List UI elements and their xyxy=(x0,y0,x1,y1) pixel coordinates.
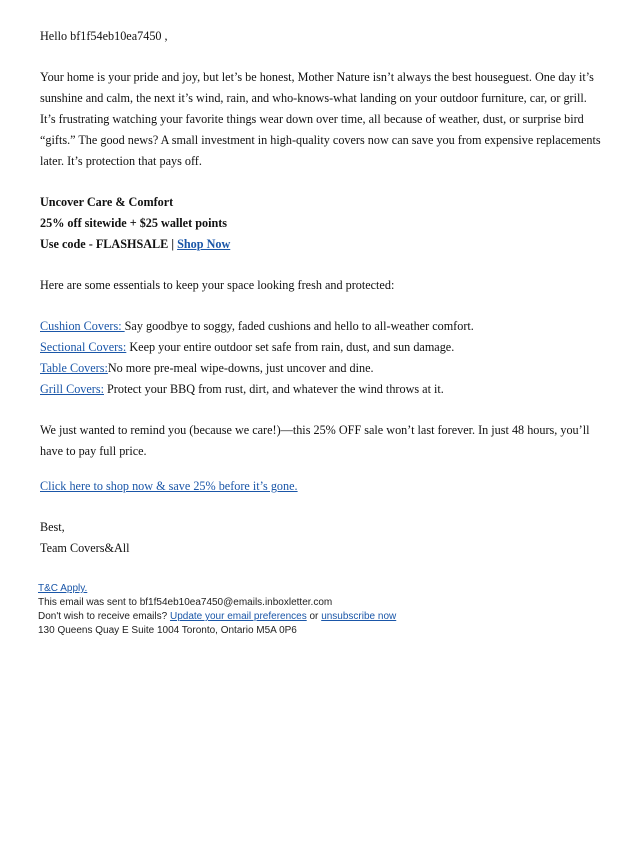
cushion-covers-link[interactable]: Cushion Covers: xyxy=(40,319,125,333)
signoff-closing: Best, xyxy=(40,520,65,534)
sectional-covers-link[interactable]: Sectional Covers: xyxy=(40,340,127,354)
reminder-paragraph: We just wanted to remind you (because we care!)—this 25% OFF sale won’t last forever. In just 48 hours, you’ll have to pay full price. xyxy=(40,423,590,458)
list-item-text: Say goodbye to soggy, faded cushions and hello to all-weather comfort. xyxy=(124,319,474,333)
intro-paragraph: Your home is your pride and joy, but let’s be honest, Mother Nature isn’t always the best houseguest. One day it’s sunshine and calm, the next it’s wind, rain, and who-knows-what landing on your outdoor furniture, car, or grill. It’s frustrating watching your favorite things wear down over time, all because of weather, dust, or surprise bird “gifts.” The good news? A small investment in high-quality covers now can save you from expensive replacements later. It’s protection that pays off. xyxy=(40,70,601,168)
list-item-text: Keep your entire outdoor set safe from rain, dust, and sun damage. xyxy=(126,340,455,354)
list-item-text: Protect your BBQ from rust, dirt, and whatever the wind throws at it. xyxy=(103,382,444,396)
email-body xyxy=(40,26,602,559)
table-covers-link[interactable]: Table Covers: xyxy=(40,361,108,375)
promo-block xyxy=(40,192,602,255)
email-footer xyxy=(38,582,608,638)
list-item xyxy=(40,316,602,337)
list-item xyxy=(40,358,602,379)
grill-covers-link[interactable]: Grill Covers: xyxy=(40,382,104,396)
sent-to-text: This email was sent to bf1f54eb10ea7450@emails.inboxletter.com xyxy=(38,597,333,608)
list-item-text: No more pre-meal wipe-downs, just uncover and dine. xyxy=(107,361,374,375)
promo-offer: 25% off sitewide + $25 wallet points xyxy=(40,216,228,230)
promo-headline: Uncover Care & Comfort xyxy=(40,195,174,209)
or-text: or xyxy=(309,611,319,622)
list-item xyxy=(40,337,602,358)
greeting: Hello bf1f54eb10ea7450 , xyxy=(40,29,168,43)
unsubscribe-prefix: Don't wish to receive emails? xyxy=(38,611,168,622)
email-preferences-link[interactable]: Update your email preferences xyxy=(169,611,307,622)
shop-now-link[interactable]: Shop Now xyxy=(177,237,231,251)
list-item xyxy=(40,379,602,400)
promo-code: Use code - FLASHSALE | xyxy=(40,237,175,251)
shop-now-cta-link[interactable]: Click here to shop now & save 25% before it’s gone. xyxy=(40,479,298,493)
mailing-address: 130 Queens Quay E Suite 1004 Toronto, Ontario M5A 0P6 xyxy=(38,625,297,636)
product-list xyxy=(40,316,602,400)
essentials-intro: Here are some essentials to keep your space looking fresh and protected: xyxy=(40,278,395,292)
promo-code-line xyxy=(40,234,602,255)
tc-apply-link[interactable]: T&C Apply. xyxy=(38,583,88,594)
unsubscribe-line xyxy=(38,610,608,624)
unsubscribe-link[interactable]: unsubscribe now xyxy=(321,611,397,622)
signoff-team: Team Covers&All xyxy=(40,541,130,555)
